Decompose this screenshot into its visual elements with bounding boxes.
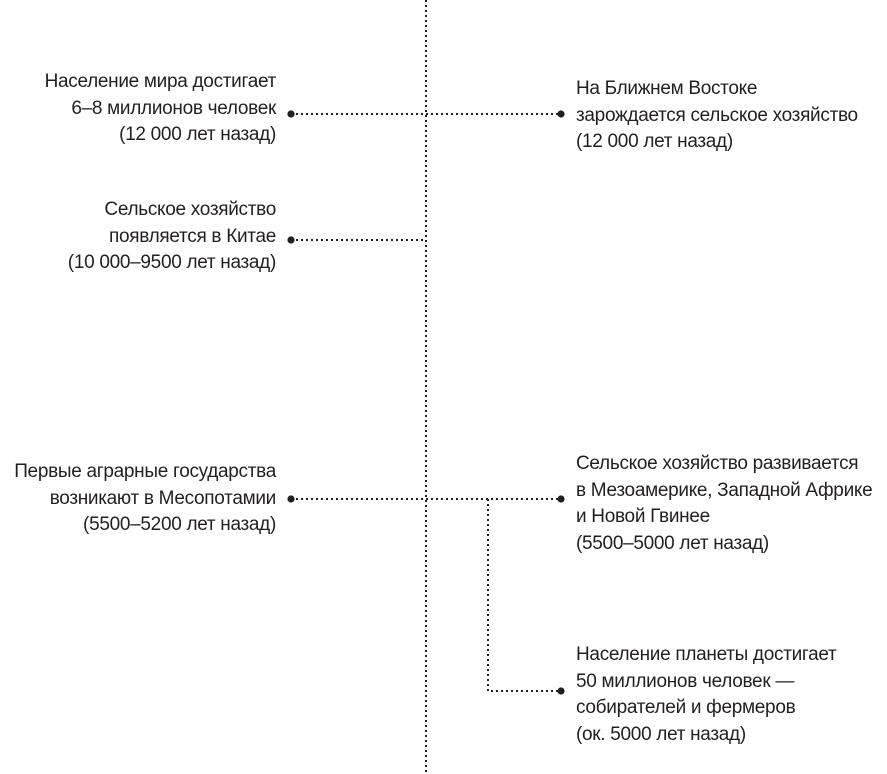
event-agriculture-middle-east — [576, 76, 858, 156]
event-text-line: появляется в Китае — [109, 225, 276, 247]
event-world-population-50-million — [576, 642, 836, 748]
event-text-line: зарождается сельское хозяйство — [576, 104, 858, 126]
dot-right-1 — [557, 110, 564, 117]
event-agriculture-china — [68, 197, 276, 277]
event-text-line: собирателей и фермеров — [576, 697, 796, 718]
dot-left-3 — [287, 495, 294, 502]
event-date: (12 000 лет назад) — [576, 131, 733, 152]
event-text-line: 50 миллионов человек — — [576, 670, 795, 692]
event-text-line: На Ближнем Востоке — [576, 78, 758, 99]
event-world-population-6-8-million — [45, 69, 276, 149]
event-date: (5500–5000 лет назад) — [576, 532, 769, 554]
dot-left-1 — [287, 110, 294, 117]
event-text-line: 6–8 миллионов человек — [71, 97, 276, 119]
event-date: (5500–5200 лет назад) — [83, 514, 276, 535]
event-date: (12 000 лет назад) — [119, 124, 276, 145]
event-text-line: и Новой Гвинее — [576, 506, 710, 527]
dot-left-2 — [287, 236, 294, 243]
event-text-line: Население мира достигает — [44, 71, 276, 92]
event-date: (10 000–9500 лет назад) — [67, 252, 276, 273]
connector-right-3 — [488, 499, 561, 691]
dot-right-3 — [557, 687, 564, 694]
event-text-line: Сельское хозяйство — [104, 199, 276, 220]
event-agriculture-mesoamerica-africa-new-guinea — [576, 451, 872, 557]
event-text-line: в Мезоамерике, Западной Африке — [576, 479, 873, 501]
event-text-line: Население планеты достигает — [576, 644, 837, 665]
dot-right-2 — [557, 495, 564, 502]
event-text-line: Сельское хозяйство развивается — [576, 453, 859, 474]
event-text-line: Первые аграрные государства — [14, 461, 276, 482]
event-date: (ок. 5000 лет назад) — [576, 723, 746, 745]
event-text-line: возникают в Месопотамии — [49, 487, 276, 509]
event-agrarian-states-mesopotamia — [14, 459, 276, 539]
